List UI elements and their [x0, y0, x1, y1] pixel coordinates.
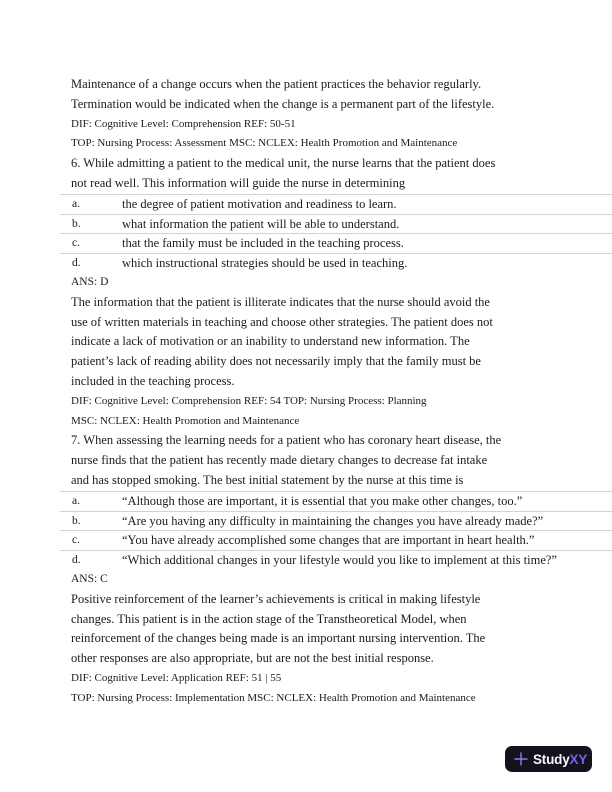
- option-text: “Although those are important, it is essential that you make other changes, too.”: [122, 493, 523, 508]
- option-text: the degree of patient motivation and readiness to learn.: [122, 196, 397, 211]
- rationale-line: Positive reinforcement of the learner’s achievements is critical in making lifestyle: [71, 591, 481, 606]
- option-letter: d.: [72, 257, 81, 270]
- option-row: [60, 233, 612, 253]
- option-text: that the family must be included in the teaching process.: [122, 236, 404, 251]
- intro-line: Maintenance of a change occurs when the patient practices the behavior regularly.: [71, 77, 482, 91]
- option-letter: b.: [72, 217, 81, 230]
- meta-dif-line: DIF: Cognitive Level: Comprehension REF: 50-51: [71, 117, 296, 130]
- option-text: “You have already accomplished some changes that are important in heart health.”: [122, 533, 535, 548]
- question-7-stem-line: nurse finds that the patient has recently made dietary changes to decrease fat intake: [71, 453, 488, 468]
- option-letter: d.: [72, 554, 81, 567]
- meta-dif-line: DIF: Cognitive Level: Comprehension REF: 54 TOP: Nursing Process: Planning: [71, 394, 427, 407]
- meta-top-line: TOP: Nursing Process: Implementation MSC: NCLEX: Health Promotion and Maintenance: [71, 691, 476, 704]
- option-text: which instructional strategies should be used in teaching.: [122, 256, 408, 271]
- option-row: [60, 530, 612, 550]
- option-letter: a.: [72, 197, 80, 210]
- brand-text: [533, 752, 587, 767]
- option-letter: a.: [72, 494, 80, 507]
- rationale-line: included in the teaching process.: [71, 373, 235, 388]
- rationale-line: use of written materials in teaching and choose other strategies. The patient does not: [71, 314, 493, 329]
- answer-line: ANS: C: [71, 572, 108, 585]
- studyxy-logo[interactable]: [505, 746, 592, 772]
- rationale-line: reinforcement of the changes being made is an important nursing intervention. The: [71, 631, 486, 646]
- question-6-stem-line: 6. While admitting a patient to the medical unit, the nurse learns that the patient does: [71, 156, 496, 171]
- document-page: [0, 75, 612, 709]
- meta-dif-line: DIF: Cognitive Level: Application REF: 51 | 55: [71, 671, 282, 684]
- brand-primary: Study: [533, 751, 570, 767]
- option-letter: c.: [72, 237, 80, 250]
- question-6-stem-line: not read well. This information will guide the nurse in determining: [71, 175, 406, 190]
- rationale-line: The information that the patient is illiterate indicates that the nurse should avoid the: [71, 294, 490, 309]
- question-7-stem-line: and has stopped smoking. The best initial statement by the nurse at this time is: [71, 472, 464, 487]
- meta-top-line: TOP: Nursing Process: Assessment MSC: NCLEX: Health Promotion and Maintenance: [71, 137, 458, 150]
- plus-icon: [514, 752, 528, 766]
- option-text: “Which additional changes in your lifestyle would you like to implement at this time?”: [122, 553, 557, 568]
- option-text: “Are you having any difficulty in maintaining the changes you have already made?”: [122, 513, 544, 528]
- option-letter: b.: [72, 514, 81, 527]
- intro-line: Termination would be indicated when the change is a permanent part of the lifestyle.: [71, 96, 495, 111]
- option-row: [60, 550, 612, 570]
- option-letter: c.: [72, 534, 80, 547]
- rationale-line: other responses are also appropriate, but are not the best initial response.: [71, 651, 434, 666]
- option-row: [60, 214, 612, 234]
- rationale-line: changes. This patient is in the action stage of the Transtheoretical Model, when: [71, 611, 467, 626]
- option-row: [60, 194, 612, 214]
- rationale-line: indicate a lack of motivation or an inability to understand new information. The: [71, 334, 470, 349]
- rationale-line: patient’s lack of reading ability does not necessarily imply that the family must be: [71, 354, 481, 369]
- brand-accent: XY: [569, 751, 588, 767]
- meta-msc-line: MSC: NCLEX: Health Promotion and Maintenance: [71, 414, 300, 427]
- option-row: [60, 511, 612, 531]
- option-text: what information the patient will be able to understand.: [122, 216, 400, 231]
- answer-line: ANS: D: [71, 275, 109, 288]
- option-row: [60, 491, 612, 511]
- option-row: [60, 253, 612, 273]
- question-7-stem-line: 7. When assessing the learning needs for a patient who has coronary heart disease, the: [71, 433, 502, 448]
